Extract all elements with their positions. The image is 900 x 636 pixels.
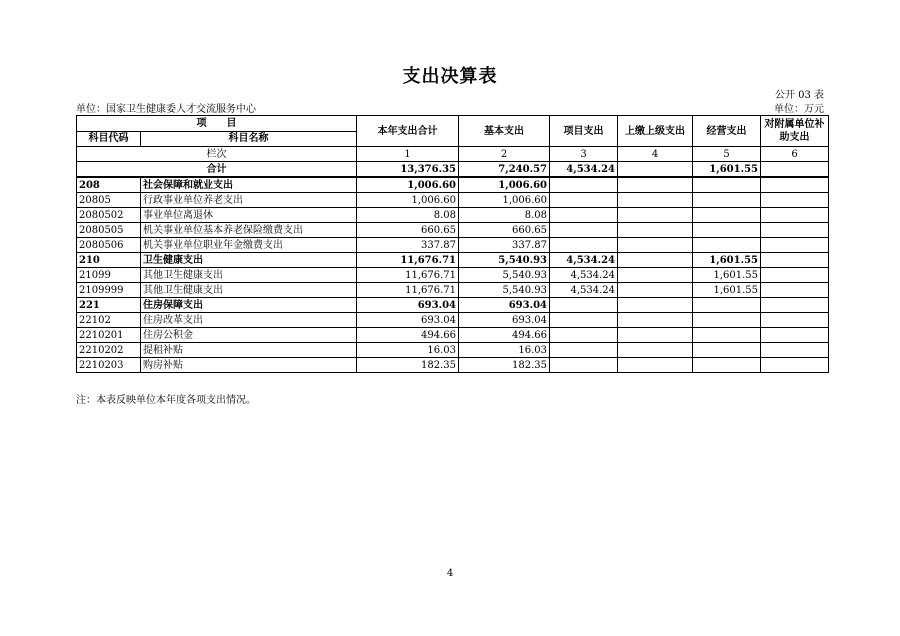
cell-project: 4,534.24 — [550, 283, 618, 298]
cell-business: 1,601.55 — [693, 253, 761, 268]
form-number: 公开 03 表 — [774, 90, 824, 101]
cell-project — [550, 177, 618, 193]
cell-upper — [618, 177, 693, 193]
cell-total: 693.04 — [357, 313, 459, 328]
cell-upper — [618, 208, 693, 223]
header-basic: 基本支出 — [459, 116, 550, 147]
cell-upper — [618, 268, 693, 283]
column-index-row — [77, 147, 829, 162]
cell-upper — [618, 193, 693, 208]
table-row — [77, 313, 829, 328]
cell-subsidy — [761, 343, 829, 358]
total-total: 13,376.35 — [357, 162, 459, 178]
cell-basic: 8.08 — [459, 208, 550, 223]
cell-project — [550, 313, 618, 328]
cell-upper — [618, 283, 693, 298]
cell-basic: 5,540.93 — [459, 253, 550, 268]
cell-name: 社会保障和就业支出 — [141, 177, 357, 193]
cell-name: 购房补贴 — [141, 358, 357, 373]
column-index-5: 5 — [693, 147, 761, 162]
column-index-label: 栏次 — [77, 147, 357, 162]
cell-business — [693, 298, 761, 313]
cell-subsidy — [761, 253, 829, 268]
cell-upper — [618, 223, 693, 238]
cell-project — [550, 298, 618, 313]
cell-total: 1,006.60 — [357, 177, 459, 193]
cell-name: 提租补贴 — [141, 343, 357, 358]
cell-upper — [618, 238, 693, 253]
cell-subsidy — [761, 268, 829, 283]
cell-business — [693, 177, 761, 193]
cell-subsidy — [761, 283, 829, 298]
cell-code: 2109999 — [77, 283, 141, 298]
cell-name: 行政事业单位养老支出 — [141, 193, 357, 208]
cell-subsidy — [761, 298, 829, 313]
header-code: 科目代码 — [77, 131, 141, 147]
cell-business: 1,601.55 — [693, 283, 761, 298]
cell-name: 住房公积金 — [141, 328, 357, 343]
table-row — [77, 283, 829, 298]
cell-upper — [618, 313, 693, 328]
cell-code: 221 — [77, 298, 141, 313]
cell-basic: 337.87 — [459, 238, 550, 253]
cell-code: 22102 — [77, 313, 141, 328]
cell-subsidy — [761, 177, 829, 193]
cell-total: 16.03 — [357, 343, 459, 358]
table-row — [77, 298, 829, 313]
cell-subsidy — [761, 223, 829, 238]
cell-business — [693, 193, 761, 208]
cell-subsidy — [761, 358, 829, 373]
expenditure-table — [76, 115, 829, 373]
header-item: 项 目 — [77, 116, 357, 132]
cell-project — [550, 358, 618, 373]
cell-business — [693, 313, 761, 328]
cell-code: 20805 — [77, 193, 141, 208]
cell-code: 2210201 — [77, 328, 141, 343]
cell-total: 182.35 — [357, 358, 459, 373]
total-project: 4,534.24 — [550, 162, 618, 178]
currency-unit: 单位：万元 — [774, 104, 824, 115]
cell-basic: 182.35 — [459, 358, 550, 373]
header-business: 经营支出 — [693, 116, 761, 147]
cell-business — [693, 343, 761, 358]
cell-code: 2080505 — [77, 223, 141, 238]
page-number: 4 — [446, 568, 454, 579]
cell-basic: 1,006.60 — [459, 193, 550, 208]
cell-name: 住房保障支出 — [141, 298, 357, 313]
cell-total: 11,676.71 — [357, 283, 459, 298]
cell-basic: 660.65 — [459, 223, 550, 238]
cell-total: 693.04 — [357, 298, 459, 313]
cell-name: 机关事业单位职业年金缴费支出 — [141, 238, 357, 253]
table-note: 注：本表反映单位本年度各项支出情况。 — [76, 395, 256, 406]
header-upper: 上缴上级支出 — [618, 116, 693, 147]
cell-business — [693, 358, 761, 373]
header-subsidy: 对附属单位补助支出 — [761, 116, 829, 147]
cell-project — [550, 208, 618, 223]
cell-total: 1,006.60 — [357, 193, 459, 208]
total-basic: 7,240.57 — [459, 162, 550, 178]
table-row — [77, 177, 829, 193]
cell-code: 2080502 — [77, 208, 141, 223]
table-body — [77, 116, 829, 373]
cell-project — [550, 238, 618, 253]
cell-total: 660.65 — [357, 223, 459, 238]
cell-basic: 5,540.93 — [459, 268, 550, 283]
cell-project: 4,534.24 — [550, 268, 618, 283]
total-label: 合计 — [77, 162, 357, 178]
cell-upper — [618, 343, 693, 358]
cell-project: 4,534.24 — [550, 253, 618, 268]
table-row — [77, 268, 829, 283]
cell-upper — [618, 298, 693, 313]
cell-code: 21099 — [77, 268, 141, 283]
cell-code: 210 — [77, 253, 141, 268]
column-index-4: 4 — [618, 147, 693, 162]
table-row — [77, 238, 829, 253]
cell-project — [550, 193, 618, 208]
table-row — [77, 253, 829, 268]
cell-business — [693, 223, 761, 238]
table-row — [77, 208, 829, 223]
cell-name: 事业单位离退休 — [141, 208, 357, 223]
total-subsidy — [761, 162, 829, 178]
cell-subsidy — [761, 193, 829, 208]
unit-name: 单位：国家卫生健康委人才交流服务中心 — [76, 104, 256, 115]
cell-project — [550, 223, 618, 238]
cell-subsidy — [761, 208, 829, 223]
cell-total: 11,676.71 — [357, 253, 459, 268]
cell-business — [693, 328, 761, 343]
page-title: 支出决算表 — [402, 66, 498, 87]
table-row — [77, 223, 829, 238]
cell-business — [693, 208, 761, 223]
table-row — [77, 343, 829, 358]
cell-name: 住房改革支出 — [141, 313, 357, 328]
cell-basic: 16.03 — [459, 343, 550, 358]
cell-name: 卫生健康支出 — [141, 253, 357, 268]
cell-name: 机关事业单位基本养老保险缴费支出 — [141, 223, 357, 238]
column-index-6: 6 — [761, 147, 829, 162]
cell-name: 其他卫生健康支出 — [141, 283, 357, 298]
cell-name: 其他卫生健康支出 — [141, 268, 357, 283]
column-index-1: 1 — [357, 147, 459, 162]
cell-project — [550, 343, 618, 358]
cell-code: 2210203 — [77, 358, 141, 373]
cell-upper — [618, 253, 693, 268]
cell-subsidy — [761, 313, 829, 328]
cell-basic: 693.04 — [459, 313, 550, 328]
cell-project — [550, 328, 618, 343]
cell-code: 2210202 — [77, 343, 141, 358]
cell-basic: 1,006.60 — [459, 177, 550, 193]
cell-code: 208 — [77, 177, 141, 193]
cell-business: 1,601.55 — [693, 268, 761, 283]
cell-total: 337.87 — [357, 238, 459, 253]
column-index-3: 3 — [550, 147, 618, 162]
column-index-2: 2 — [459, 147, 550, 162]
total-business: 1,601.55 — [693, 162, 761, 178]
cell-total: 11,676.71 — [357, 268, 459, 283]
table-row — [77, 328, 829, 343]
header-name: 科目名称 — [141, 131, 357, 147]
cell-total: 8.08 — [357, 208, 459, 223]
cell-basic: 494.66 — [459, 328, 550, 343]
total-upper — [618, 162, 693, 178]
table-row — [77, 358, 829, 373]
header-total: 本年支出合计 — [357, 116, 459, 147]
cell-business — [693, 238, 761, 253]
cell-total: 494.66 — [357, 328, 459, 343]
cell-subsidy — [761, 238, 829, 253]
cell-basic: 693.04 — [459, 298, 550, 313]
table-row — [77, 193, 829, 208]
header-row-1 — [77, 116, 829, 132]
cell-upper — [618, 328, 693, 343]
cell-upper — [618, 358, 693, 373]
total-row — [77, 162, 829, 178]
cell-code: 2080506 — [77, 238, 141, 253]
cell-basic: 5,540.93 — [459, 283, 550, 298]
cell-subsidy — [761, 328, 829, 343]
header-project: 项目支出 — [550, 116, 618, 147]
